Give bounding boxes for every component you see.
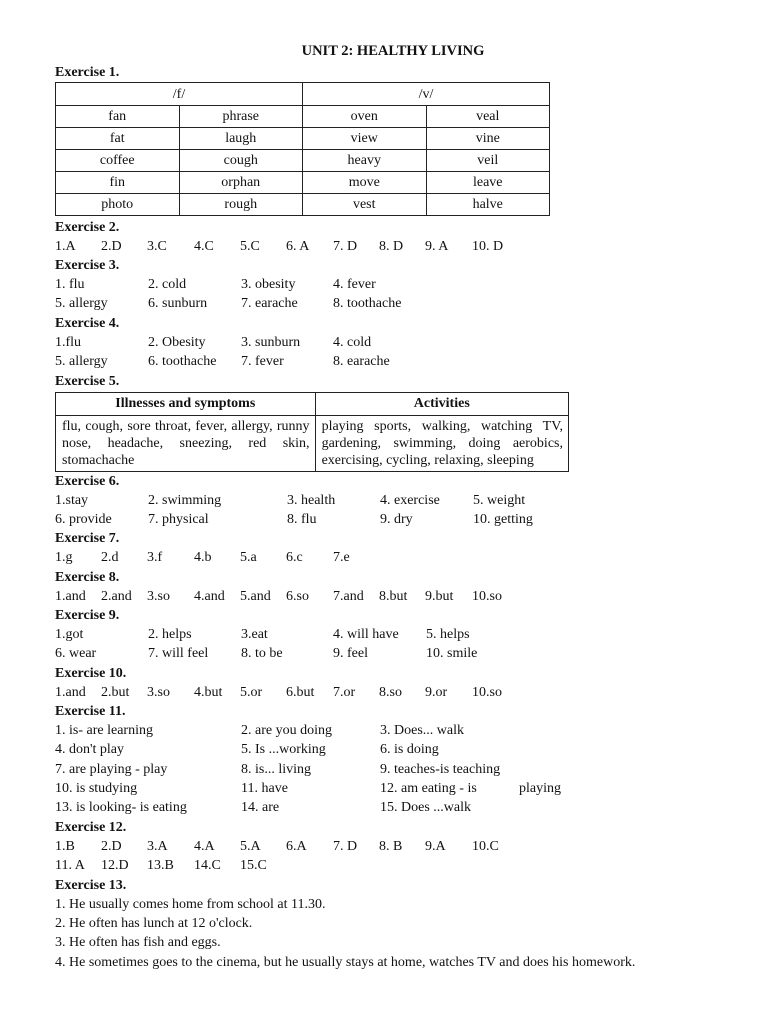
answer-item: 2.d bbox=[101, 550, 119, 565]
answer-item: 9. feel bbox=[333, 646, 368, 661]
answer-item: 9.or bbox=[425, 685, 448, 700]
answer-item: 5. weight bbox=[473, 493, 526, 508]
answer-item: 3.eat bbox=[241, 627, 268, 642]
exercise-7-title: Exercise 7. bbox=[55, 531, 120, 546]
answer-item: 7.e bbox=[333, 550, 350, 565]
answer-item: 2.and bbox=[101, 589, 132, 604]
answer-item: 4.and bbox=[194, 589, 225, 604]
answer-item: 2. cold bbox=[148, 277, 187, 292]
table-cell: vest bbox=[303, 194, 427, 216]
answer-item: 3. health bbox=[287, 493, 336, 508]
table-row bbox=[56, 106, 550, 128]
answer-item: 1.A bbox=[55, 239, 76, 254]
answer-item: 8. B bbox=[379, 839, 403, 854]
answer-item: 7. D bbox=[333, 839, 358, 854]
answer-item: 2. helps bbox=[148, 627, 192, 642]
answer-item: 5.a bbox=[240, 550, 257, 565]
answer-item: 7.or bbox=[333, 685, 356, 700]
table-cell: phrase bbox=[179, 106, 303, 128]
answer-item: 4.C bbox=[194, 239, 214, 254]
answer-item: 9. dry bbox=[380, 512, 413, 527]
exercise-8-title: Exercise 8. bbox=[55, 570, 120, 585]
answer-item: 9. A bbox=[425, 239, 449, 254]
answer-item: 1.stay bbox=[55, 493, 89, 508]
answer-item: 6.A bbox=[286, 839, 307, 854]
answer-item: 10.C bbox=[472, 839, 499, 854]
answer-item: 5.C bbox=[240, 239, 260, 254]
answer-item: 13.B bbox=[147, 858, 174, 873]
table-cell: move bbox=[303, 172, 427, 194]
table-header-illnesses: Illnesses and symptoms bbox=[56, 393, 316, 416]
table-cell: orphan bbox=[179, 172, 303, 194]
answer-item: 3.so bbox=[147, 685, 170, 700]
table-cell: photo bbox=[56, 194, 180, 216]
answer-item: 1.and bbox=[55, 685, 86, 700]
answer-item: 1.got bbox=[55, 627, 84, 642]
table-row bbox=[56, 416, 569, 472]
table-cell: rough bbox=[179, 194, 303, 216]
answer-item: 4.but bbox=[194, 685, 223, 700]
answer-item: 1.flu bbox=[55, 335, 82, 350]
answer-item: 3. obesity bbox=[241, 277, 296, 292]
answer-item: 3. Does... walk bbox=[380, 723, 464, 738]
exercise-1-table bbox=[55, 82, 550, 216]
answer-item: 10. D bbox=[472, 239, 504, 254]
answer-item: 6. sunburn bbox=[148, 296, 208, 311]
answer-item: 7. D bbox=[333, 239, 358, 254]
answer-item: 8. D bbox=[379, 239, 404, 254]
answer-item: 5. helps bbox=[426, 627, 470, 642]
answer-item: 15. Does ...walk bbox=[380, 800, 471, 815]
table-row bbox=[56, 172, 550, 194]
activities-cell: playing sports, walking, watching TV, gardening, swimming, doing aerobics, exercising, cycling, relaxing, sleeping bbox=[315, 416, 568, 472]
table-cell: veil bbox=[426, 150, 550, 172]
answer-item: 10.so bbox=[472, 589, 502, 604]
table-row bbox=[56, 194, 550, 216]
answer-item: 5.or bbox=[240, 685, 263, 700]
answer-item: 10. smile bbox=[426, 646, 478, 661]
table-cell: heavy bbox=[303, 150, 427, 172]
exercise-12-title: Exercise 12. bbox=[55, 820, 127, 835]
table-cell: fat bbox=[56, 128, 180, 150]
answer-item: 5. allergy bbox=[55, 354, 108, 369]
answer-item: 3.f bbox=[147, 550, 163, 565]
answer-item: 1. flu bbox=[55, 277, 85, 292]
answer-item: playing bbox=[519, 781, 561, 796]
table-cell: cough bbox=[179, 150, 303, 172]
answer-item: 4. fever bbox=[333, 277, 376, 292]
answer-item: 10. getting bbox=[473, 512, 533, 527]
answer-item: 8. flu bbox=[287, 512, 317, 527]
answer-item: 9. teaches-is teaching bbox=[380, 762, 501, 777]
exercise-13-line: 2. He often has lunch at 12 o'clock. bbox=[55, 916, 253, 931]
answer-item: 7. are playing - play bbox=[55, 762, 168, 777]
answer-item: 2.D bbox=[101, 839, 122, 854]
answer-item: 2. Obesity bbox=[148, 335, 206, 350]
table-cell: oven bbox=[303, 106, 427, 128]
answer-item: 7. fever bbox=[241, 354, 284, 369]
answer-item: 3.A bbox=[147, 839, 168, 854]
table-cell: leave bbox=[426, 172, 550, 194]
exercise-5-title: Exercise 5. bbox=[55, 374, 120, 389]
answer-item: 3.C bbox=[147, 239, 167, 254]
answer-item: 1.and bbox=[55, 589, 86, 604]
table-cell: coffee bbox=[56, 150, 180, 172]
answer-item: 2.but bbox=[101, 685, 130, 700]
table-header-activities: Activities bbox=[315, 393, 568, 416]
table-cell: veal bbox=[426, 106, 550, 128]
answer-item: 1. is- are learning bbox=[55, 723, 153, 738]
answer-item: 10.so bbox=[472, 685, 502, 700]
answer-item: 7.and bbox=[333, 589, 364, 604]
answer-item: 6. is doing bbox=[380, 742, 439, 757]
answer-item: 4. will have bbox=[333, 627, 399, 642]
table-header-v: /v/ bbox=[303, 83, 550, 106]
answer-item: 8.so bbox=[379, 685, 402, 700]
exercise-3-title: Exercise 3. bbox=[55, 258, 120, 273]
answer-item: 14. are bbox=[241, 800, 280, 815]
exercise-11-title: Exercise 11. bbox=[55, 704, 126, 719]
answer-item: 11. A bbox=[55, 858, 85, 873]
answer-item: 11. have bbox=[241, 781, 288, 796]
table-cell: halve bbox=[426, 194, 550, 216]
exercise-13-line: 1. He usually comes home from school at 11.30. bbox=[55, 897, 326, 912]
table-row bbox=[56, 128, 550, 150]
answer-item: 4. don't play bbox=[55, 742, 125, 757]
answer-item: 2. swimming bbox=[148, 493, 222, 508]
answer-item: 6.so bbox=[286, 589, 309, 604]
answer-item: 6.but bbox=[286, 685, 315, 700]
table-cell: view bbox=[303, 128, 427, 150]
answer-item: 15.C bbox=[240, 858, 267, 873]
exercise-5-table bbox=[55, 392, 569, 472]
answer-item: 6. wear bbox=[55, 646, 97, 661]
answer-item: 1.g bbox=[55, 550, 73, 565]
answer-item: 13. is looking- is eating bbox=[55, 800, 187, 815]
answer-item: 7. earache bbox=[241, 296, 298, 311]
exercise-9-title: Exercise 9. bbox=[55, 608, 120, 623]
answer-item: 1.B bbox=[55, 839, 75, 854]
answer-item: 4.A bbox=[194, 839, 215, 854]
answer-item: 8. is... living bbox=[241, 762, 312, 777]
answer-item: 2.D bbox=[101, 239, 122, 254]
exercise-13-line: 4. He sometimes goes to the cinema, but he usually stays at home, watches TV and does his homework. bbox=[55, 955, 636, 970]
answer-item: 5. Is ...working bbox=[241, 742, 326, 757]
answer-item: 4. exercise bbox=[380, 493, 440, 508]
answer-item: 5.A bbox=[240, 839, 261, 854]
answer-item: 8. earache bbox=[333, 354, 390, 369]
answer-item: 10. is studying bbox=[55, 781, 138, 796]
answer-item: 14.C bbox=[194, 858, 221, 873]
answer-item: 5.and bbox=[240, 589, 271, 604]
table-cell: vine bbox=[426, 128, 550, 150]
exercise-10-title: Exercise 10. bbox=[55, 666, 127, 681]
answer-item: 12. am eating - is bbox=[380, 781, 477, 796]
exercise-13-line: 3. He often has fish and eggs. bbox=[55, 935, 221, 950]
illnesses-cell: flu, cough, sore throat, fever, allergy, runny nose, headache, sneezing, red skin, stomachache bbox=[56, 416, 316, 472]
answer-item: 6.c bbox=[286, 550, 303, 565]
table-header-f: /f/ bbox=[56, 83, 303, 106]
exercise-6-title: Exercise 6. bbox=[55, 474, 120, 489]
answer-item: 9.A bbox=[425, 839, 446, 854]
page-title: UNIT 2: HEALTHY LIVING bbox=[301, 43, 485, 59]
answer-item: 6. provide bbox=[55, 512, 112, 527]
answer-item: 12.D bbox=[101, 858, 129, 873]
exercise-1-title: Exercise 1. bbox=[55, 65, 120, 80]
table-row bbox=[56, 150, 550, 172]
answer-item: 5. allergy bbox=[55, 296, 108, 311]
table-cell: fin bbox=[56, 172, 180, 194]
answer-item: 8. to be bbox=[241, 646, 283, 661]
answer-item: 2. are you doing bbox=[241, 723, 332, 738]
answer-item: 4.b bbox=[194, 550, 212, 565]
answer-item: 7. physical bbox=[148, 512, 209, 527]
table-cell: laugh bbox=[179, 128, 303, 150]
answer-item: 4. cold bbox=[333, 335, 372, 350]
answer-item: 8.but bbox=[379, 589, 408, 604]
answer-item: 3.so bbox=[147, 589, 170, 604]
answer-item: 3. sunburn bbox=[241, 335, 301, 350]
answer-item: 6. toothache bbox=[148, 354, 217, 369]
exercise-4-title: Exercise 4. bbox=[55, 316, 120, 331]
answer-item: 7. will feel bbox=[148, 646, 209, 661]
table-cell: fan bbox=[56, 106, 180, 128]
answer-item: 9.but bbox=[425, 589, 454, 604]
answer-item: 6. A bbox=[286, 239, 310, 254]
exercise-2-title: Exercise 2. bbox=[55, 220, 120, 235]
exercise-13-title: Exercise 13. bbox=[55, 878, 127, 893]
answer-item: 8. toothache bbox=[333, 296, 402, 311]
